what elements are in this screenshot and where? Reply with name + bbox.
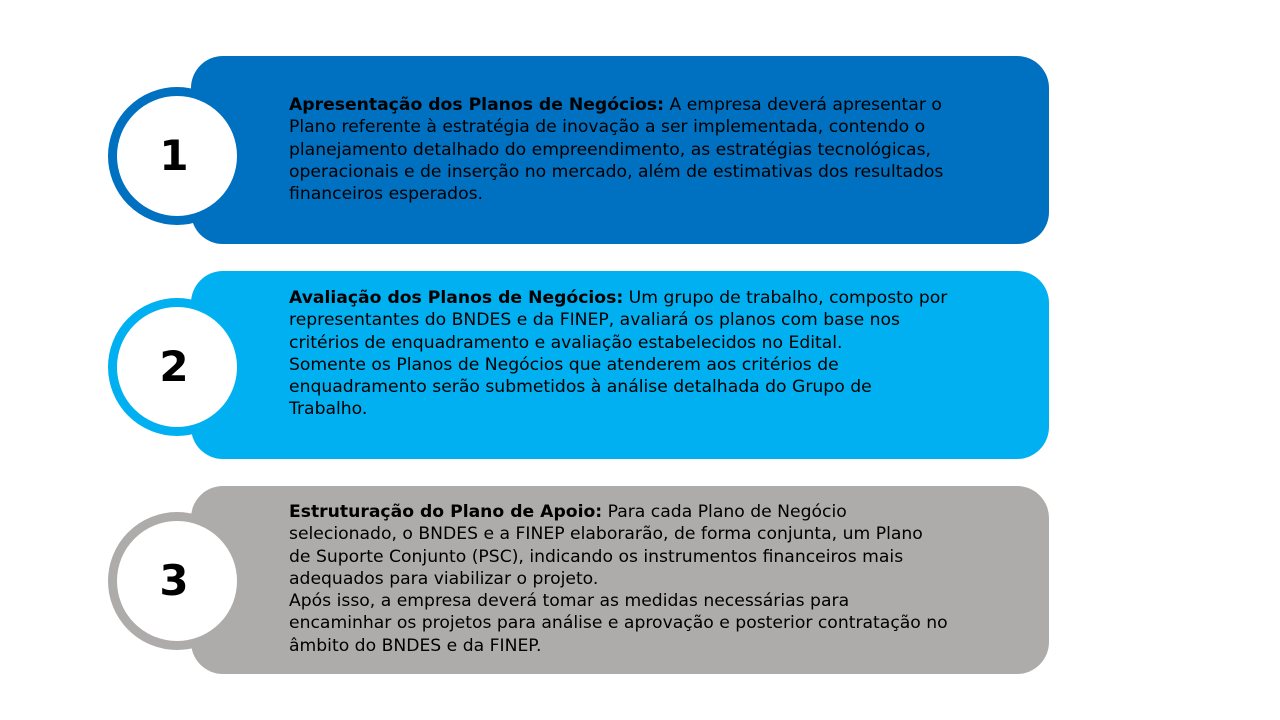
step-1-text [289, 94, 949, 205]
step-2-circle [108, 298, 246, 436]
step-1-band [191, 56, 1049, 244]
step-3-body: Para cada Plano de Negócio selecionado, o BNDES e a FINEP elaborarão, de forma conjunta, um Plano de Suporte Conjunto (PSC), indicando os instrumentos financeiros mais adequados para viabilizar o projeto. [289, 502, 923, 589]
step-2-paragraph-1 [289, 287, 949, 354]
step-3-text [289, 501, 949, 657]
step-3-paragraph-2: Após isso, a empresa deverá tomar as medidas necessárias para encaminhar os projetos para análise e aprovação e posterior contratação no âmbito do BNDES e da FINEP. [289, 591, 948, 656]
step-2-paragraph-2: Somente os Planos de Negócios que atenderem aos critérios de enquadramento serão submetidos à análise detalhada do Grupo de Trabalho. [289, 354, 872, 420]
step-1-number: 1 [159, 131, 189, 180]
step-3-paragraph-1 [289, 501, 949, 590]
step-3-band [191, 486, 1049, 674]
step-1-paragraph-1 [289, 94, 949, 205]
step-2-title: Avaliação dos Planos de Negócios: [289, 288, 624, 308]
step-1-circle [108, 87, 246, 225]
step-3-number: 3 [159, 556, 189, 605]
step-2-band [191, 271, 1049, 459]
step-3-circle [108, 512, 246, 650]
step-2-body: Um grupo de trabalho, composto por representantes do BNDES e da FINEP, avaliará os planos com base nos critérios de enquadramento e avaliação estabelecidos no Edital. [289, 288, 948, 353]
step-1-body: A empresa deverá apresentar o Plano referente à estratégia de inovação a ser implementada, contendo o planejamento detalhado do empreendimento, as estratégias tecnológicas, operacionais e de inserção no mercado, além de estimativas dos resultados financeiros esperados. [289, 95, 944, 205]
step-2-text [289, 287, 949, 421]
step-2-number: 2 [159, 342, 189, 391]
step-1-title: Apresentação dos Planos de Negócios: [289, 95, 665, 115]
step-3-title: Estruturação do Plano de Apoio: [289, 502, 603, 522]
